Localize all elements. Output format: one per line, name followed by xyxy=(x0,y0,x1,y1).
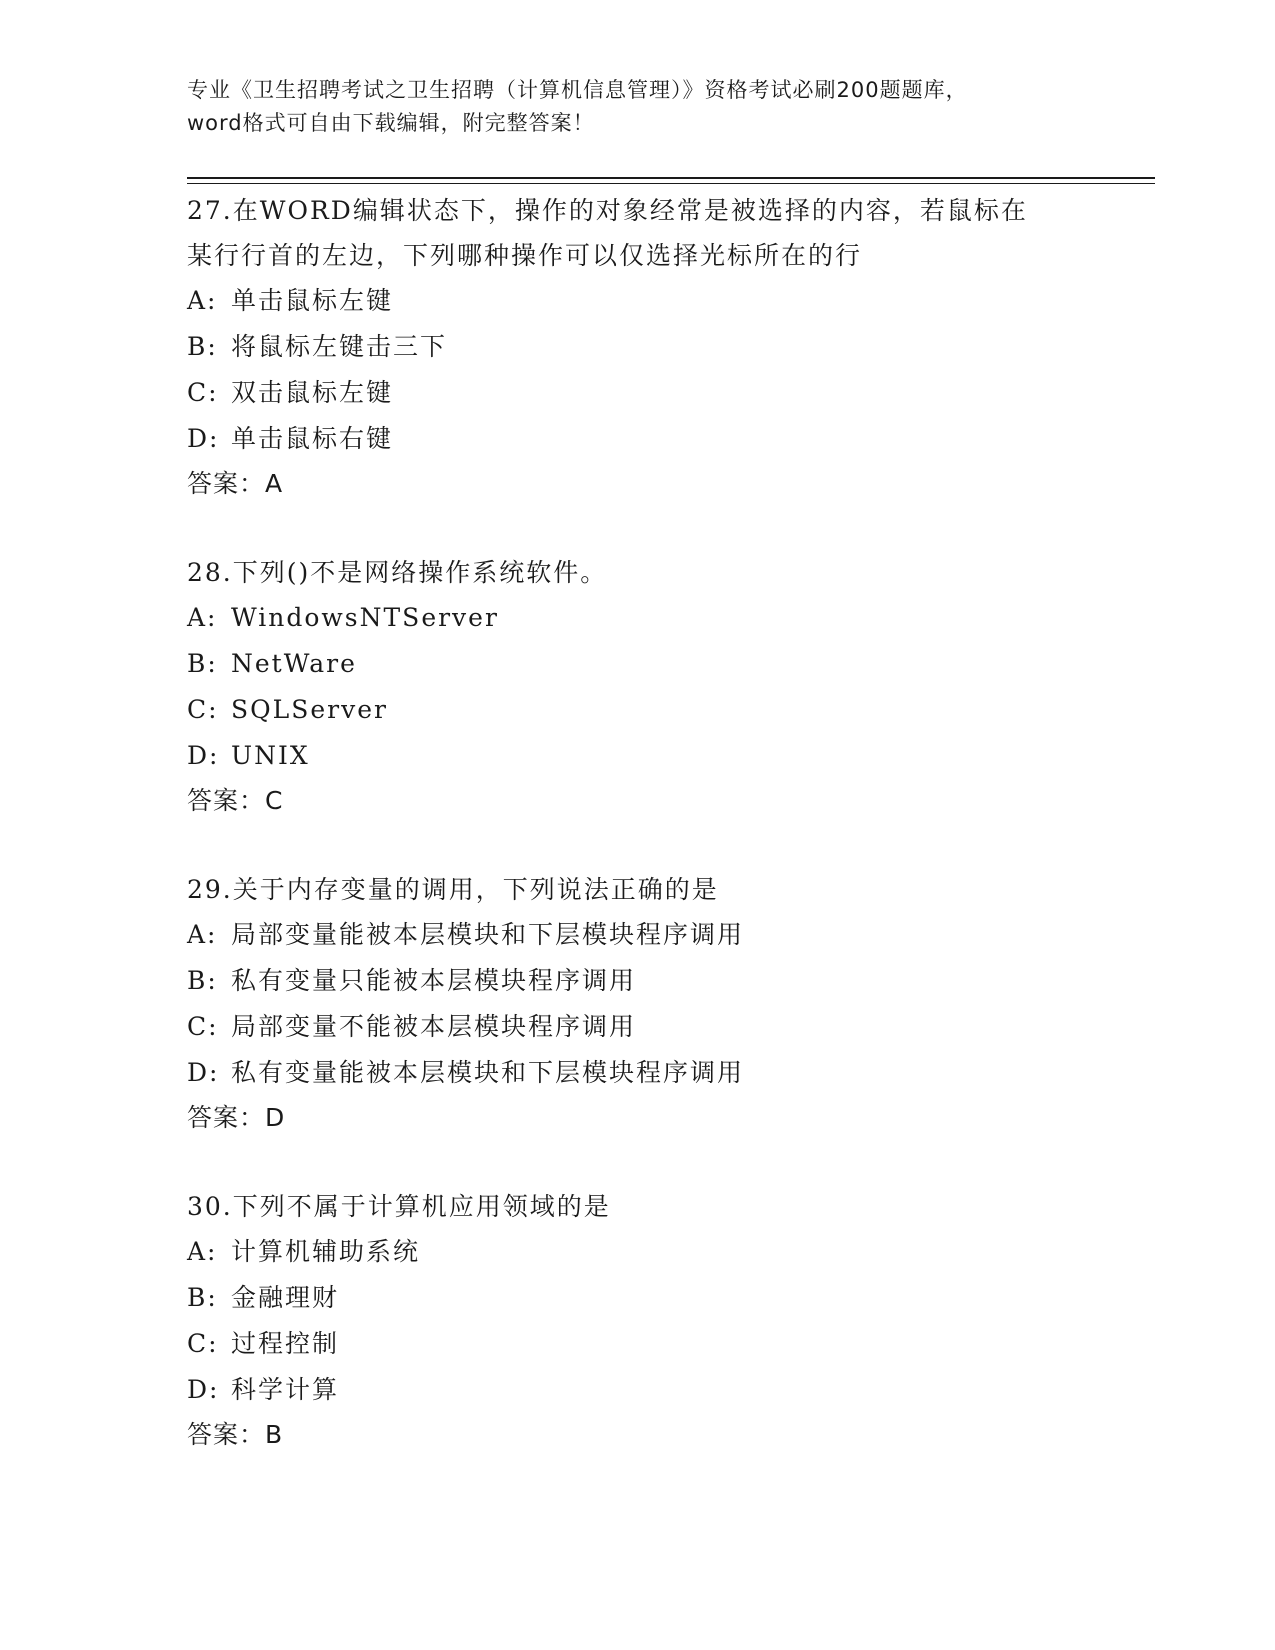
option-b xyxy=(187,641,1147,687)
option-a xyxy=(187,595,1147,641)
option-letter: C: xyxy=(187,378,219,407)
option-b xyxy=(187,324,1147,370)
option-text: WindowsNTServer xyxy=(231,603,499,632)
question-stem-line: 28.下列()不是网络操作系统软件。 xyxy=(187,558,608,587)
option-d xyxy=(187,733,1147,779)
answer-line: 答案：B xyxy=(187,1420,284,1449)
option-a xyxy=(187,278,1147,324)
question-stem-line: 某行行首的左边，下列哪种操作可以仅选择光标所在的行 xyxy=(187,241,863,270)
question-stem-line: 30.下列不属于计算机应用领域的是 xyxy=(187,1192,611,1221)
option-d xyxy=(187,416,1147,462)
document-header xyxy=(187,74,1087,140)
option-d xyxy=(187,1050,1147,1096)
option-d xyxy=(187,1367,1147,1413)
option-text: 将鼠标左键击三下 xyxy=(231,332,448,361)
header-divider-thin xyxy=(187,183,1155,184)
option-text: NetWare xyxy=(231,649,357,678)
option-text: 局部变量能被本层模块和下层模块程序调用 xyxy=(231,920,745,949)
option-text: 金融理财 xyxy=(231,1283,340,1312)
option-a xyxy=(187,912,1147,958)
option-text: 单击鼠标右键 xyxy=(231,424,394,453)
answer-line: 答案：C xyxy=(187,786,284,815)
option-text: 单击鼠标左键 xyxy=(231,286,394,315)
option-a xyxy=(187,1229,1147,1275)
option-letter: A: xyxy=(187,920,218,949)
option-letter: A: xyxy=(187,286,218,315)
option-text: 计算机辅助系统 xyxy=(231,1237,421,1266)
answer-line: 答案：A xyxy=(187,469,284,498)
option-letter: B: xyxy=(187,1283,218,1312)
option-letter: B: xyxy=(187,966,218,995)
option-text: 双击鼠标左键 xyxy=(231,378,394,407)
option-letter: B: xyxy=(187,649,218,678)
option-letter: C: xyxy=(187,1329,219,1358)
question-29 xyxy=(187,867,1147,1140)
option-b xyxy=(187,958,1147,1004)
header-line-2: word格式可自由下载编辑，附完整答案！ xyxy=(187,111,595,135)
option-letter: A: xyxy=(187,603,218,632)
question-30 xyxy=(187,1184,1147,1457)
header-line-1: 专业《卫生招聘考试之卫生招聘（计算机信息管理）》资格考试必刷200题题库， xyxy=(187,78,968,102)
question-stem xyxy=(187,550,1147,595)
option-letter: B: xyxy=(187,332,218,361)
question-stem-line: 27.在WORD编辑状态下，操作的对象经常是被选择的内容，若鼠标在 xyxy=(187,196,1028,225)
option-letter: D: xyxy=(187,1375,220,1404)
question-stem-line: 29.关于内存变量的调用，下列说法正确的是 xyxy=(187,875,719,904)
question-stem xyxy=(187,1184,1147,1229)
option-text: 局部变量不能被本层模块程序调用 xyxy=(231,1012,637,1041)
option-letter: C: xyxy=(187,1012,219,1041)
option-b xyxy=(187,1275,1147,1321)
option-letter: D: xyxy=(187,1058,220,1087)
option-letter: D: xyxy=(187,741,220,770)
option-letter: D: xyxy=(187,424,220,453)
option-letter: A: xyxy=(187,1237,218,1266)
question-28 xyxy=(187,550,1147,823)
question-stem xyxy=(187,867,1147,912)
option-c xyxy=(187,687,1147,733)
option-text: 科学计算 xyxy=(231,1375,340,1404)
option-c xyxy=(187,370,1147,416)
option-text: 私有变量能被本层模块和下层模块程序调用 xyxy=(231,1058,745,1087)
option-c xyxy=(187,1004,1147,1050)
option-text: SQLServer xyxy=(231,695,388,724)
question-27 xyxy=(187,188,1147,506)
question-list xyxy=(187,188,1147,1457)
option-text: UNIX xyxy=(231,741,310,770)
option-text: 私有变量只能被本层模块程序调用 xyxy=(231,966,637,995)
answer-line: 答案：D xyxy=(187,1103,286,1132)
option-letter: C: xyxy=(187,695,219,724)
header-divider-thick xyxy=(187,177,1155,179)
option-text: 过程控制 xyxy=(231,1329,340,1358)
question-stem xyxy=(187,188,1147,278)
option-c xyxy=(187,1321,1147,1367)
